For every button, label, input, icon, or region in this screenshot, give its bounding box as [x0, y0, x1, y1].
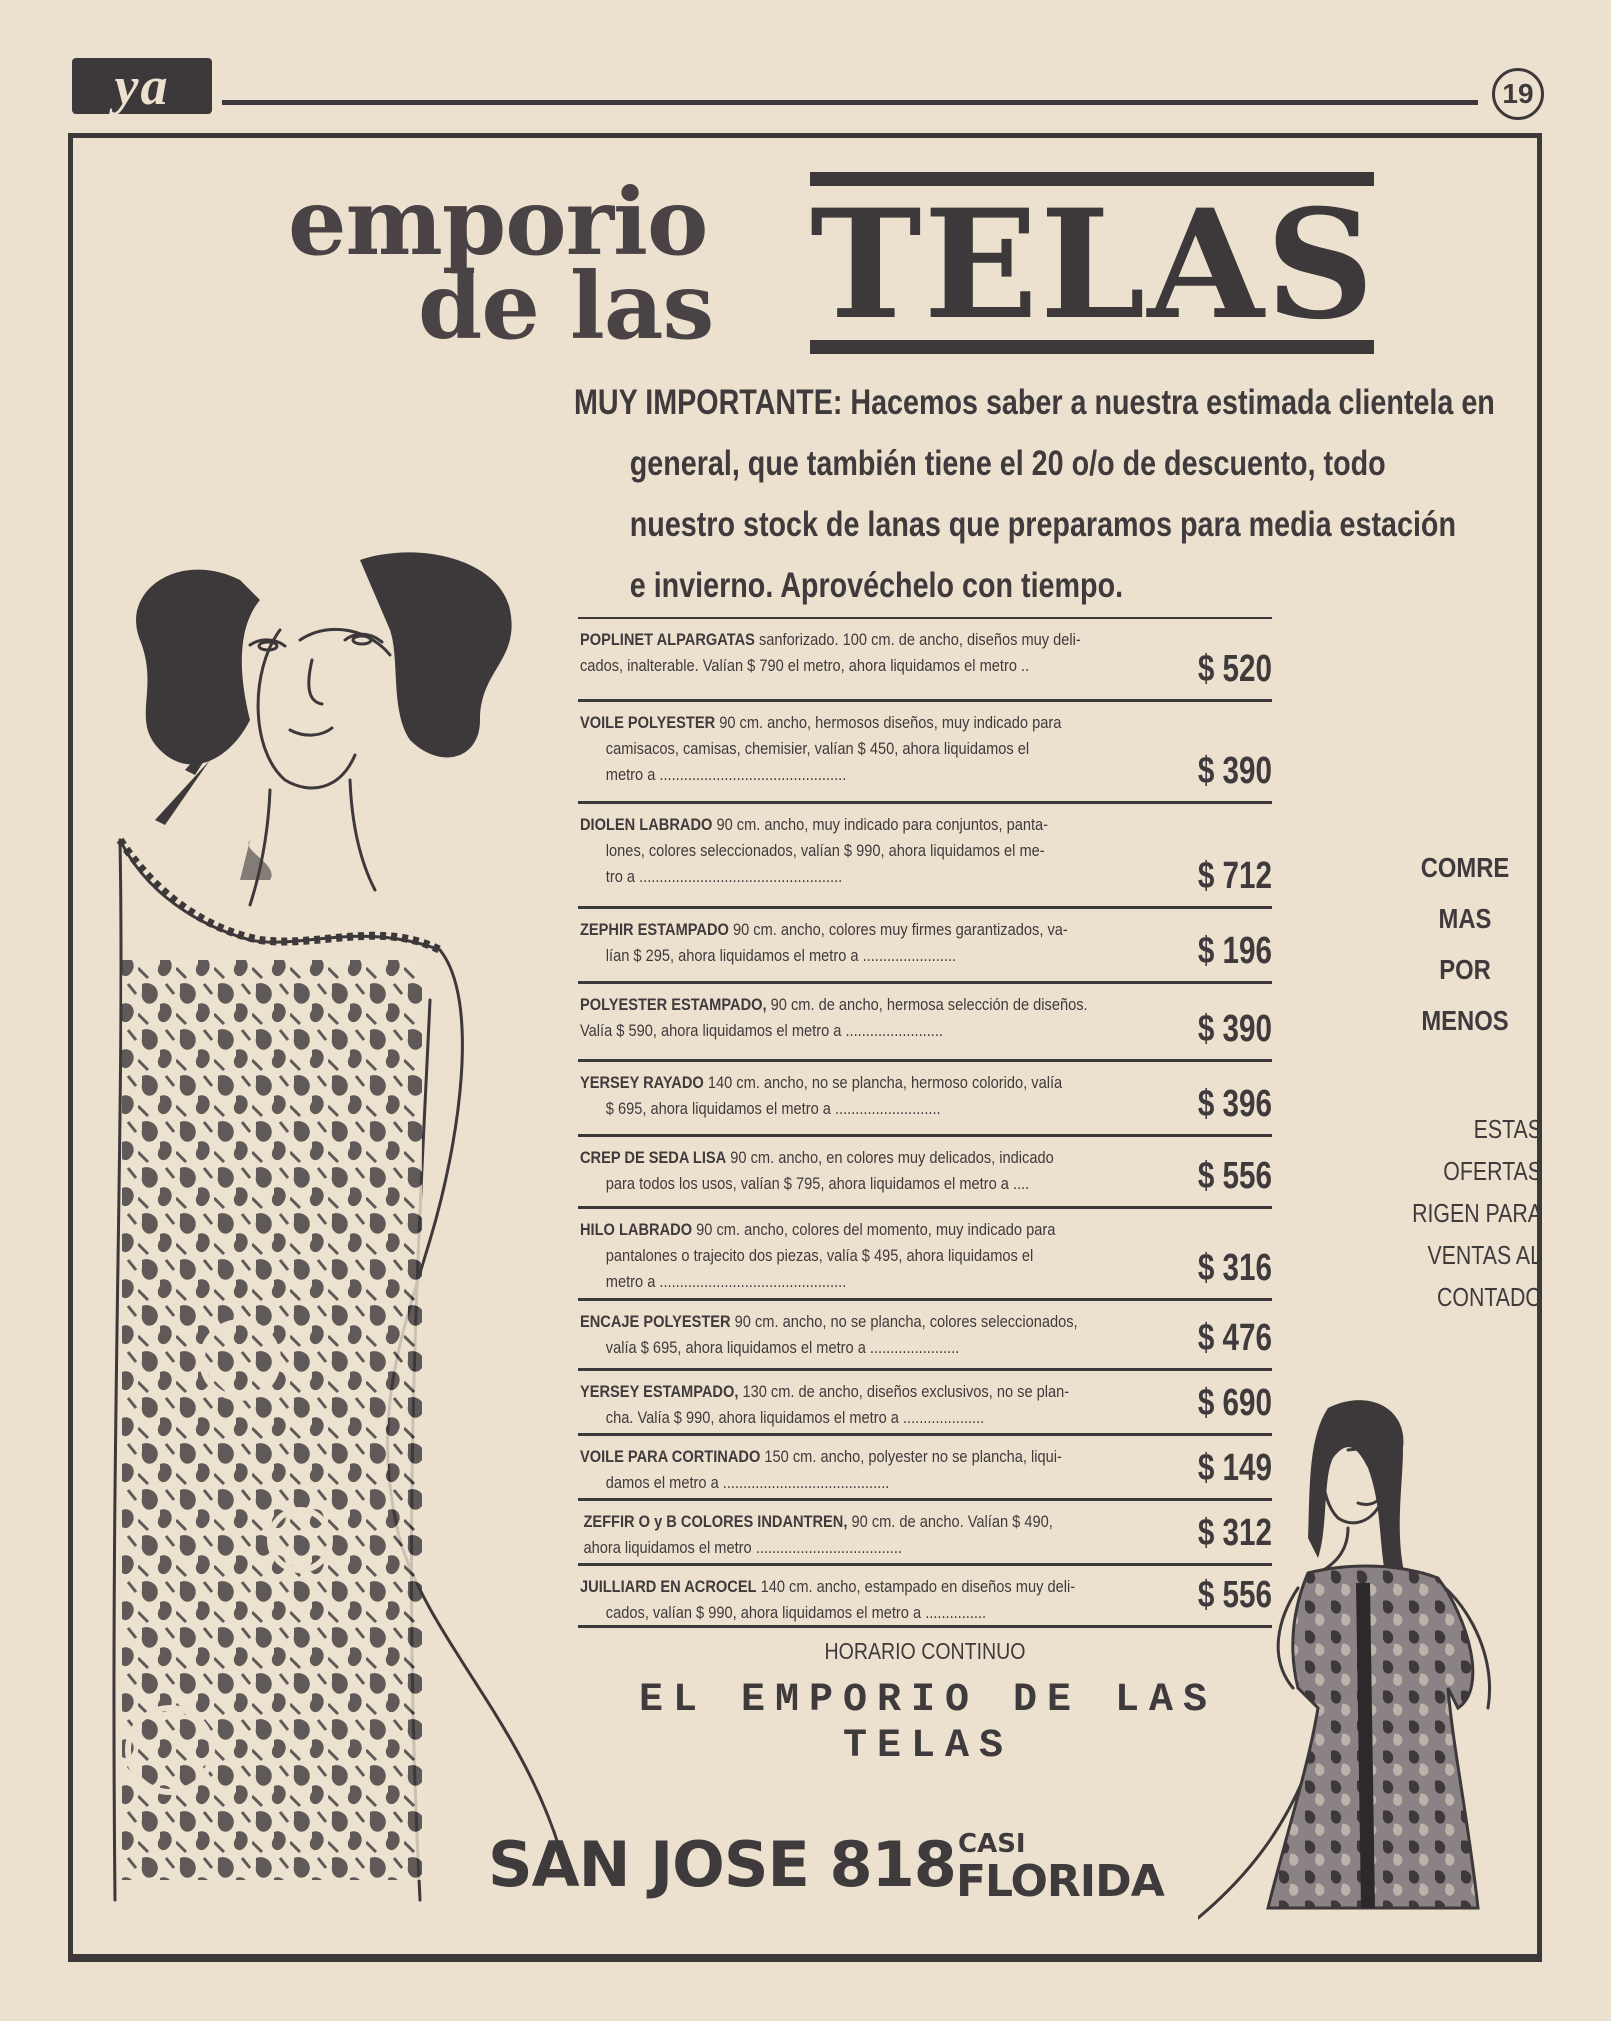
- product-name: ZEPHIR ESTAMPADO: [580, 920, 729, 939]
- product-description: YERSEY RAYADO 140 cm. ancho, no se plancha, hermoso colorido, valía $ 695, ahora liquidamos el metro a ..........................: [580, 1073, 1063, 1118]
- product-price: $ 396: [1197, 1083, 1272, 1125]
- product-price: $ 556: [1197, 1574, 1272, 1616]
- opening-hours: HORARIO CONTINUO: [824, 1638, 1026, 1664]
- bottom-rule: [68, 1958, 1542, 1962]
- product-name: HILO LABRADO: [580, 1220, 693, 1239]
- product-row: [578, 1436, 1272, 1501]
- product-price: $ 712: [1197, 855, 1272, 897]
- offer-line: RIGEN PARA: [1412, 1198, 1542, 1228]
- offer-line: VENTAS AL: [1427, 1240, 1542, 1270]
- product-row: [578, 1371, 1272, 1436]
- product-description: VOILE PARA CORTINADO 150 cm. ancho, polyester no se plancha, liqui- damos el metro a .........................................: [580, 1447, 1062, 1492]
- slogan-line: COMRE: [1420, 852, 1510, 883]
- product-name: YERSEY ESTAMPADO,: [580, 1382, 739, 1401]
- product-row: [578, 1301, 1272, 1371]
- product-row: [578, 909, 1272, 984]
- product-row: [578, 804, 1272, 909]
- product-name: ZEFFIR O y B COLORES INDANTREN,: [583, 1512, 848, 1531]
- newspaper-logo: ya: [72, 58, 212, 114]
- brand-script-title: [288, 168, 788, 360]
- offer-line: ESTAS OFERTAS: [1443, 1114, 1542, 1186]
- product-description: ZEFFIR O y B COLORES INDANTREN, 90 cm. de ancho. Valían $ 490, ahora liquidamos el metro ....................................: [580, 1509, 1161, 1561]
- header-rule: [222, 100, 1478, 105]
- store-name: EL EMPORIO DE LAS TELAS: [638, 1678, 1218, 1769]
- offer-line: CONTADO: [1436, 1282, 1542, 1312]
- product-row: [578, 1137, 1272, 1209]
- product-description: POLYESTER ESTAMPADO, 90 cm. de ancho, hermosa selección de diseños. Valía $ 590, ahora liquidamos el metro a ........................: [580, 995, 1088, 1040]
- product-description: VOILE POLYESTER 90 cm. ancho, hermosos diseños, muy indicado para camisacos, camisas, chemisier, valían $ 450, ahora liquidamos el metro a ..............................................: [580, 713, 1062, 784]
- product-name: VOILE POLYESTER: [580, 713, 716, 732]
- brand-telas-box: [810, 172, 1377, 354]
- product-row: [578, 1209, 1272, 1301]
- product-row: [578, 619, 1272, 702]
- product-row: [578, 1062, 1272, 1137]
- product-description: JUILLIARD EN ACROCEL 140 cm. ancho, estampado en diseños muy deli- cados, valían $ 990, ahora liquidamos el metro a ...............: [580, 1577, 1076, 1622]
- product-name: JUILLIARD EN ACROCEL: [580, 1577, 757, 1596]
- product-price: $ 390: [1197, 750, 1272, 792]
- product-row: [578, 984, 1272, 1062]
- product-price-list: [578, 617, 1272, 1628]
- page-number: 19: [1492, 68, 1544, 120]
- address-street: FLORIDA: [956, 1856, 1164, 1907]
- product-description: ENCAJE POLYESTER 90 cm. ancho, no se plancha, colores seleccionados, valía $ 695, ahora liquidamos el metro a ......................: [580, 1312, 1078, 1357]
- product-description: POPLINET ALPARGATAS sanforizado. 100 cm. de ancho, diseños muy deli- cados, inalterable. Valían $ 790 el metro, ahora liquidamos el metro ..: [580, 630, 1081, 675]
- slogan-line: MAS: [1438, 903, 1492, 934]
- product-price: $ 390: [1197, 1008, 1272, 1050]
- important-notice: [574, 372, 1495, 616]
- product-description: DIOLEN LABRADO 90 cm. ancho, muy indicado para conjuntos, panta- lones, colores seleccionados, valían $ 990, ahora liquidamos el me- tro a ..................................................: [580, 815, 1049, 886]
- product-description: ZEPHIR ESTAMPADO 90 cm. ancho, colores muy firmes garantizados, va- lían $ 295, ahora liquidamos el metro a .......................: [580, 920, 1068, 965]
- woman-illustration-left: [100, 520, 570, 1920]
- product-price: $ 316: [1197, 1247, 1272, 1289]
- slogan-line: POR: [1439, 954, 1491, 985]
- notice-line: MUY IMPORTANTE: Hacemos saber a nuestra estimada clientela en: [574, 383, 1495, 422]
- side-slogan: [1410, 842, 1521, 1046]
- product-price: $ 312: [1197, 1512, 1272, 1554]
- product-name: YERSEY RAYADO: [580, 1073, 704, 1092]
- product-name: ENCAJE POLYESTER: [580, 1312, 731, 1331]
- product-name: DIOLEN LABRADO: [580, 815, 713, 834]
- store-address: SAN JOSE 818: [488, 1828, 956, 1901]
- product-name: POLYESTER ESTAMPADO,: [580, 995, 767, 1014]
- address-casi: CASI: [958, 1829, 1026, 1859]
- product-price: $ 476: [1197, 1317, 1272, 1359]
- product-description: HILO LABRADO 90 cm. ancho, colores del momento, muy indicado para pantalones o trajecito dos piezas, valía $ 495, ahora liquidamos el metro a ..............................................: [580, 1220, 1056, 1291]
- product-price: $ 520: [1197, 648, 1272, 690]
- product-description: YERSEY ESTAMPADO, 130 cm. de ancho, diseños exclusivos, no se plan- cha. Valía $ 990, ahora liquidamos el metro a ....................: [580, 1382, 1070, 1427]
- slogan-line: MENOS: [1421, 1005, 1509, 1036]
- product-price: $ 149: [1197, 1447, 1272, 1489]
- notice-line: e invierno. Aprovéchelo con tiempo.: [629, 566, 1124, 605]
- product-price: $ 690: [1197, 1382, 1272, 1424]
- product-row: [578, 1566, 1272, 1628]
- brand-script-line2: de las: [418, 252, 714, 360]
- product-row: [578, 1501, 1272, 1566]
- notice-line: general, que también tiene el 20 o/o de descuento, todo: [629, 444, 1386, 483]
- product-description: CREP DE SEDA LISA 90 cm. ancho, en colores muy delicados, indicado para todos los usos, valían $ 795, ahora liquidamos el metro a ....: [580, 1148, 1054, 1193]
- product-row: [578, 702, 1272, 804]
- brand-script-line1: emporio: [288, 168, 708, 276]
- product-name: VOILE PARA CORTINADO: [580, 1447, 761, 1466]
- product-name: CREP DE SEDA LISA: [580, 1148, 727, 1167]
- product-price: $ 196: [1197, 930, 1272, 972]
- notice-line: nuestro stock de lanas que preparamos para media estación: [629, 505, 1456, 544]
- product-name: POPLINET ALPARGATAS: [580, 630, 755, 649]
- offer-conditions: [1386, 1108, 1542, 1318]
- product-price: $ 556: [1197, 1155, 1272, 1197]
- brand-telas-text: TELAS: [810, 177, 1377, 353]
